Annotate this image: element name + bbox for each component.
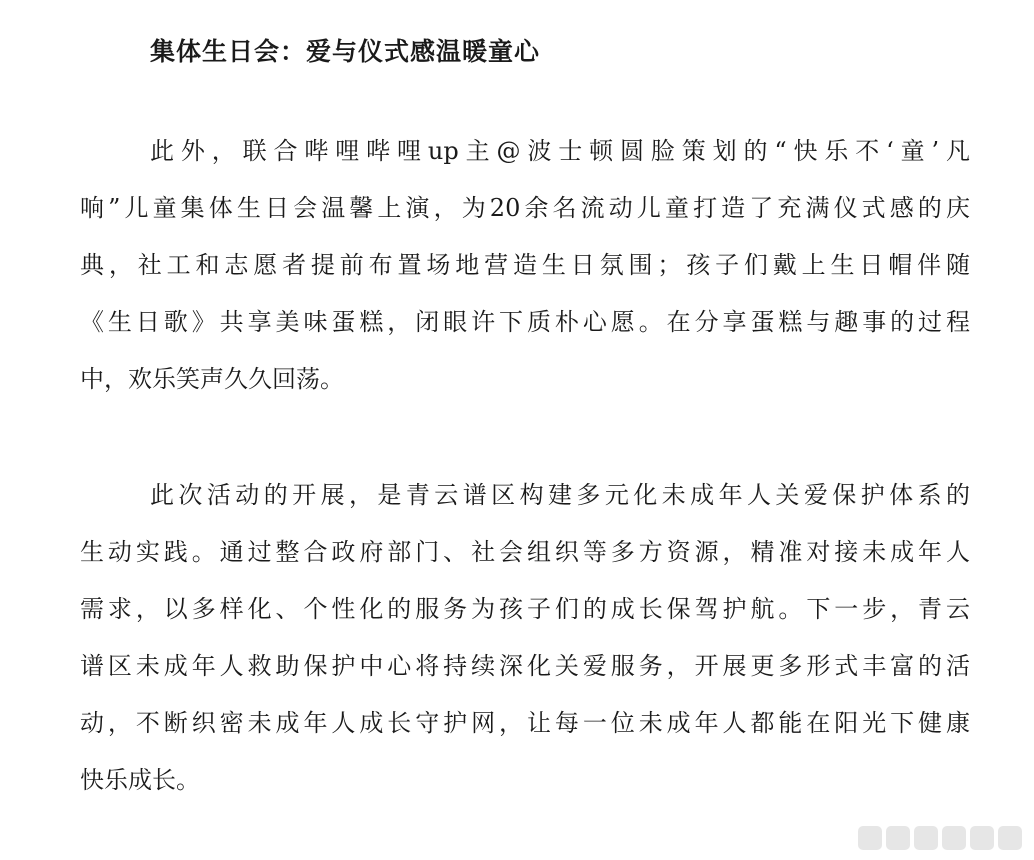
watermark-block bbox=[970, 826, 994, 850]
paragraph-line: 动，不断织密未成年人成长守护网，让每一位未成年人都能在阳光下健康 bbox=[80, 709, 970, 737]
paragraph-line: 《生日歌》共享美味蛋糕，闭眼许下质朴心愿。在分享蛋糕与趣事的过程 bbox=[80, 308, 970, 336]
paragraph-line: 此次活动的开展，是青云谱区构建多元化未成年人关爱保护体系的 bbox=[150, 481, 970, 509]
watermark-block bbox=[914, 826, 938, 850]
paragraph-line: 此外，联合哔哩哔哩up主@波士顿圆脸策划的“快乐不‘童’凡 bbox=[150, 137, 970, 165]
paragraph-line: 响”儿童集体生日会温馨上演，为20余名流动儿童打造了充满仪式感的庆 bbox=[80, 194, 970, 222]
paragraph-line: 需求，以多样化、个性化的服务为孩子们的成长保驾护航。下一步，青云 bbox=[80, 595, 970, 623]
paragraph-line: 快乐成长。 bbox=[80, 766, 200, 794]
paragraph-birthday-party bbox=[80, 123, 970, 408]
watermark bbox=[858, 826, 1022, 850]
paragraph-activity-significance bbox=[80, 467, 970, 809]
paragraph-line: 生动实践。通过整合政府部门、社会组织等多方资源，精准对接未成年人 bbox=[80, 538, 970, 566]
paragraph-line: 典，社工和志愿者提前布置场地营造生日氛围；孩子们戴上生日帽伴随 bbox=[80, 251, 970, 279]
watermark-block bbox=[858, 826, 882, 850]
watermark-block bbox=[998, 826, 1022, 850]
paragraph-line: 中，欢乐笑声久久回荡。 bbox=[80, 365, 344, 393]
watermark-block bbox=[942, 826, 966, 850]
paragraph-line: 谱区未成年人救助保护中心将持续深化关爱服务，开展更多形式丰富的活 bbox=[80, 652, 970, 680]
watermark-block bbox=[886, 826, 910, 850]
section-title: 集体生日会：爱与仪式感温暖童心 bbox=[150, 37, 541, 66]
